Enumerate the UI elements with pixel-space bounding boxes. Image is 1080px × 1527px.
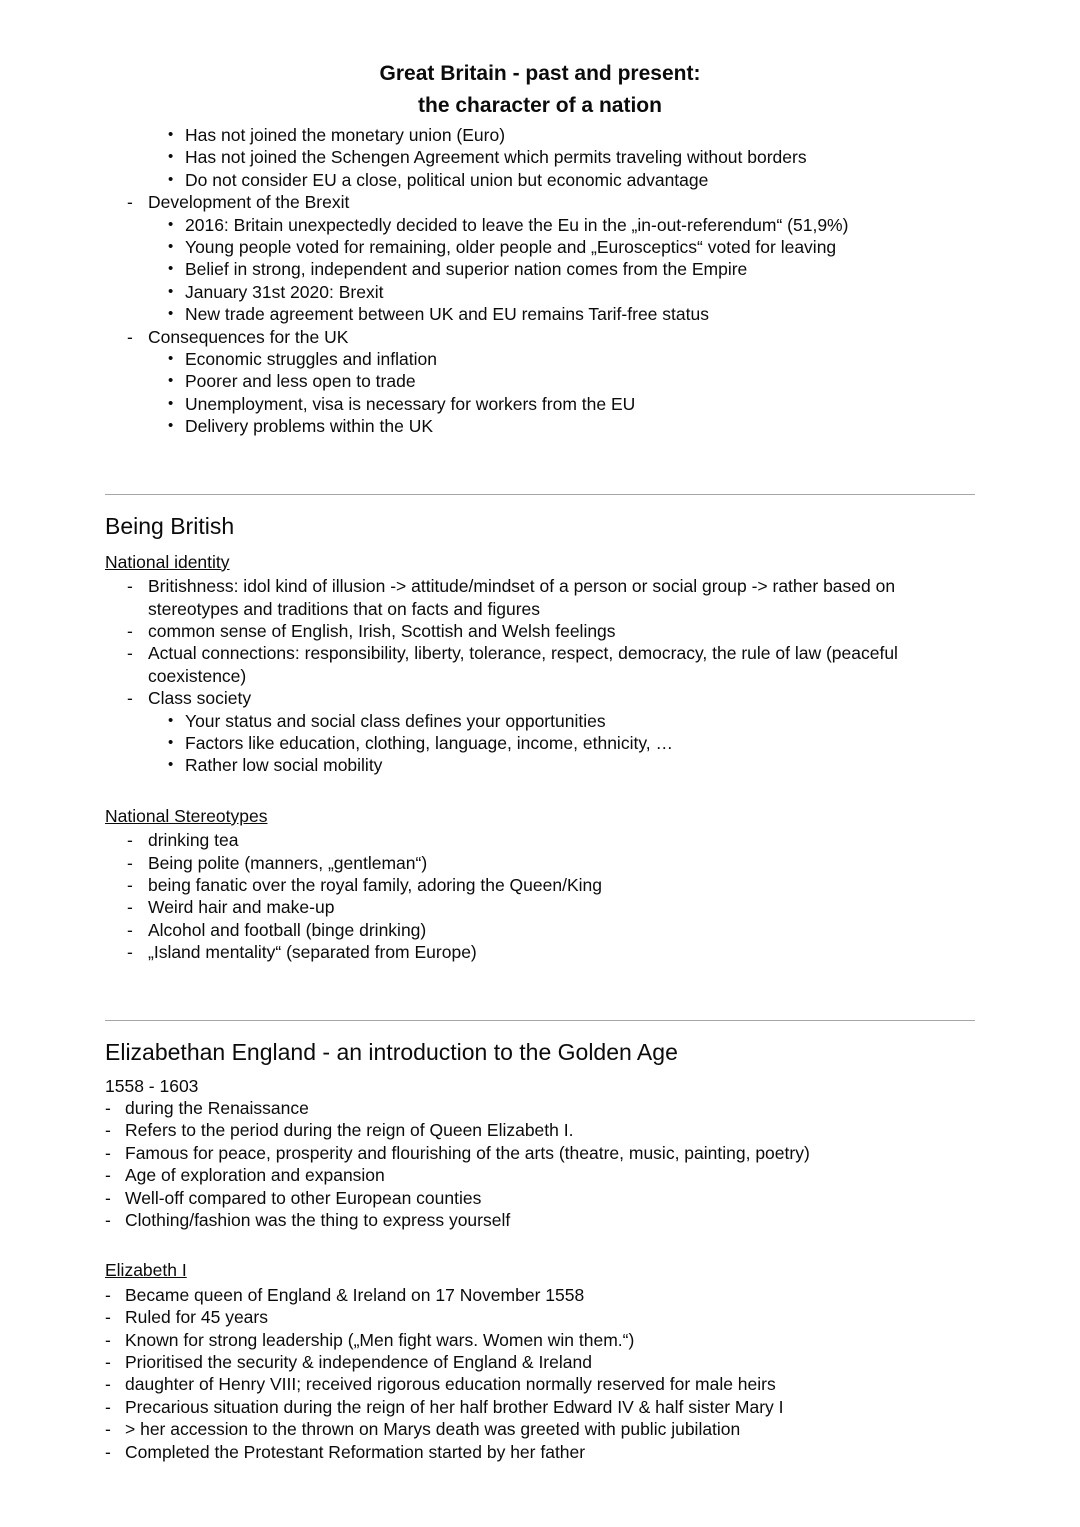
bullet-marker: • — [168, 756, 174, 774]
list-item-text: Economic struggles and inflation — [185, 349, 437, 370]
list-item-text: during the Renaissance — [125, 1098, 309, 1118]
list-item — [105, 1441, 975, 1463]
list — [105, 829, 975, 963]
list-item-text: Development of the Brexit — [148, 192, 350, 213]
list-item — [105, 146, 975, 168]
list-item — [105, 1396, 975, 1418]
dash-marker: - — [127, 643, 133, 664]
list-item-text: daughter of Henry VIII; received rigorous education normally reserved for male heirs — [125, 1374, 776, 1395]
dash-marker: - — [105, 1307, 111, 1328]
list-item-text: Young people voted for remaining, older people and „Eurosceptics“ voted for leaving — [185, 237, 837, 258]
dash-marker: - — [127, 874, 133, 895]
list-item — [105, 370, 975, 392]
list-item-text: Unemployment, visa is necessary for workers from the EU — [185, 393, 636, 414]
list-item-text: Actual connections: responsibility, liberty, tolerance, respect, democracy, the rule of law (peaceful coexistence) — [148, 643, 898, 686]
list-item — [105, 1373, 975, 1395]
bullet-marker: • — [168, 282, 174, 300]
list-item-text: Became queen of England & Ireland on 17 November 1558 — [125, 1284, 585, 1305]
dash-marker: - — [127, 919, 133, 940]
list-item-text: Ruled for 45 years — [125, 1307, 268, 1328]
bullet-marker: • — [168, 711, 174, 729]
list-item-text: „Island mentality“ (separated from Europe) — [148, 942, 477, 963]
list-item — [105, 919, 975, 941]
list-item — [105, 303, 975, 325]
list-item — [105, 754, 975, 776]
dash-marker: - — [127, 897, 133, 918]
bullet-marker: • — [168, 260, 174, 278]
list-item — [105, 1209, 975, 1231]
list-item-text: Weird hair and make-up — [148, 897, 335, 918]
list-item-text: 2016: Britain unexpectedly decided to leave the Eu in the „in-out-referendum“ (51,9%) — [185, 214, 849, 235]
dash-marker: - — [105, 1352, 111, 1373]
list-item — [105, 642, 975, 687]
list-item — [105, 687, 975, 709]
list-item — [105, 281, 975, 303]
list-item — [105, 236, 975, 258]
list-item — [105, 852, 975, 874]
list-item — [105, 348, 975, 370]
list-item — [105, 1351, 975, 1373]
list-item-text: Precarious situation during the reign of her half brother Edward IV & half sister Mary I — [125, 1396, 784, 1417]
document-body — [105, 58, 975, 1463]
bullet-marker: • — [168, 148, 174, 166]
page-title — [105, 58, 975, 122]
section-divider — [105, 1020, 975, 1021]
list-item — [105, 575, 975, 620]
list-item-text: Has not joined the monetary union (Euro) — [185, 125, 506, 145]
list-item-text: Britishness: idol kind of illusion -> attitude/mindset of a person or social group -> rather based on stereotypes and traditions that on facts and figures — [148, 576, 896, 619]
list-item-text: Prioritised the security & independence of England & Ireland — [125, 1352, 592, 1373]
dash-marker: - — [105, 1120, 111, 1141]
list-item-text: Consequences for the UK — [148, 326, 349, 347]
list-item-text: Do not consider EU a close, political union but economic advantage — [185, 169, 709, 190]
dash-marker: - — [105, 1187, 111, 1208]
list-item-text: Factors like education, clothing, language, income, ethnicity, … — [185, 732, 673, 753]
list-item — [105, 191, 975, 213]
list-item-text: Rather low social mobility — [185, 755, 383, 776]
list-item — [105, 829, 975, 851]
list-item — [105, 1306, 975, 1328]
dash-marker: - — [105, 1098, 111, 1118]
bullet-marker: • — [168, 733, 174, 751]
list-item-text: Famous for peace, prosperity and flourishing of the arts (theatre, music, painting, poetry) — [125, 1142, 810, 1163]
list-item — [105, 1187, 975, 1209]
dash-marker: - — [105, 1329, 111, 1350]
bullet-marker: • — [168, 126, 174, 143]
list-item-text: being fanatic over the royal family, adoring the Queen/King — [148, 874, 602, 895]
dash-marker: - — [127, 192, 133, 213]
dash-marker: - — [105, 1374, 111, 1395]
list-item — [105, 874, 975, 896]
bullet-marker: • — [168, 238, 174, 256]
dash-marker: - — [105, 1419, 111, 1440]
list-item-text: drinking tea — [148, 830, 239, 851]
list-item-text: Refers to the period during the reign of Queen Elizabeth I. — [125, 1120, 574, 1141]
list-item — [105, 1119, 975, 1141]
list — [105, 1284, 975, 1463]
text-line: 1558 - 1603 — [105, 1075, 199, 1096]
dash-marker: - — [105, 1441, 111, 1462]
list-item-text: Known for strong leadership („Men fight wars. Women win them.“) — [125, 1329, 635, 1350]
list-item-text: Your status and social class defines your opportunities — [185, 710, 606, 731]
list — [105, 1097, 975, 1231]
list-item-text: Well-off compared to other European counties — [125, 1187, 482, 1208]
list-item — [105, 1164, 975, 1186]
list-item-text: Age of exploration and expansion — [125, 1165, 385, 1186]
list-item — [105, 620, 975, 642]
list-item-text: Being polite (manners, „gentleman“) — [148, 852, 428, 873]
list-item-text: Delivery problems within the UK — [185, 416, 434, 437]
dash-marker: - — [127, 576, 133, 597]
dash-marker: - — [105, 1210, 111, 1231]
section-heading: Elizabethan England - an introduction to the Golden Age — [105, 1038, 678, 1065]
bullet-marker: • — [168, 305, 174, 323]
list-item — [105, 326, 975, 348]
dash-marker: - — [105, 1165, 111, 1186]
list — [105, 124, 975, 438]
subsection-heading: National Stereotypes — [105, 805, 268, 826]
dash-marker: - — [127, 852, 133, 873]
subsection-heading: National identity — [105, 551, 230, 572]
subsection-heading: Elizabeth I — [105, 1260, 187, 1281]
dash-marker: - — [127, 942, 133, 963]
dash-marker: - — [127, 830, 133, 851]
list-item — [105, 169, 975, 191]
list-item-text: Completed the Protestant Reformation started by her father — [125, 1441, 586, 1462]
section-divider — [105, 494, 975, 495]
list-item — [105, 1329, 975, 1351]
list-item — [105, 941, 975, 963]
list-item — [105, 896, 975, 918]
list-item — [105, 124, 975, 146]
dash-marker: - — [127, 620, 133, 641]
page-title-line: Great Britain - past and present: — [379, 62, 701, 85]
list-item-text: common sense of English, Irish, Scottish and Welsh feelings — [148, 620, 616, 641]
section-heading: Being British — [105, 512, 235, 539]
list-item — [105, 1418, 975, 1440]
list-item-text: Belief in strong, independent and superior nation comes from the Empire — [185, 259, 748, 280]
bullet-marker: • — [168, 170, 174, 188]
list-item — [105, 258, 975, 280]
dash-marker: - — [127, 326, 133, 347]
list-item-text: Has not joined the Schengen Agreement which permits traveling without borders — [185, 147, 807, 168]
bullet-marker: • — [168, 350, 174, 368]
bullet-marker: • — [168, 394, 174, 412]
bullet-marker: • — [168, 417, 174, 435]
list-item — [105, 214, 975, 236]
list — [105, 575, 975, 777]
page-title-line: the character of a nation — [418, 94, 662, 117]
list-item-text: New trade agreement between UK and EU remains Tarif-free status — [185, 304, 709, 325]
list-item — [105, 1142, 975, 1164]
list-item — [105, 415, 975, 437]
dash-marker: - — [105, 1284, 111, 1305]
list-item-text: Poorer and less open to trade — [185, 371, 416, 392]
list-item — [105, 1284, 975, 1306]
list-item — [105, 393, 975, 415]
list-item — [105, 1097, 975, 1119]
list-item-text: > her accession to the thrown on Marys death was greeted with public jubilation — [125, 1419, 741, 1440]
list-item — [105, 710, 975, 732]
list-item — [105, 732, 975, 754]
bullet-marker: • — [168, 215, 174, 233]
dash-marker: - — [127, 688, 133, 709]
list-item-text: Class society — [148, 688, 252, 709]
bullet-marker: • — [168, 372, 174, 390]
list-item-text: Alcohol and football (binge drinking) — [148, 919, 427, 940]
list-item-text: January 31st 2020: Brexit — [185, 281, 384, 302]
dash-marker: - — [105, 1142, 111, 1163]
dash-marker: - — [105, 1396, 111, 1417]
list-item-text: Clothing/fashion was the thing to express yourself — [125, 1210, 511, 1231]
